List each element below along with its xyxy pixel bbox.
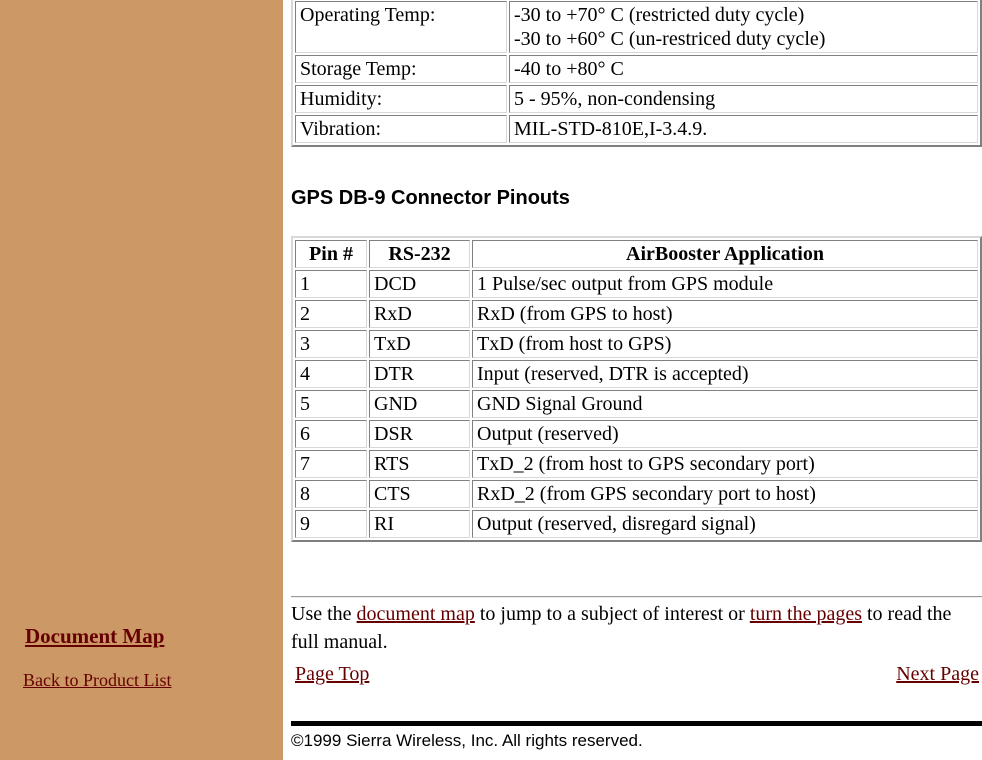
rs232-signal-cell: DSR <box>369 420 470 448</box>
nav-text-middle: to jump to a subject of interest or <box>474 603 750 625</box>
column-header-pin: Pin # <box>295 240 367 268</box>
back-to-product-list-link[interactable]: Back to Product List <box>23 670 172 690</box>
pin-number-cell: 5 <box>295 390 367 418</box>
pinout-table <box>291 236 982 542</box>
spec-label: Operating Temp: <box>295 1 507 53</box>
spec-label: Humidity: <box>295 85 507 113</box>
spec-value <box>509 115 978 143</box>
application-cell: GND Signal Ground <box>472 390 978 418</box>
application-cell: 1 Pulse/sec output from GPS module <box>472 270 978 298</box>
page-top-link[interactable]: Page Top <box>295 663 370 685</box>
navigation-instructions <box>291 600 976 656</box>
footer-divider <box>291 721 982 726</box>
rs232-signal-cell: GND <box>369 390 470 418</box>
spec-value <box>509 1 978 53</box>
pin-number-cell: 4 <box>295 360 367 388</box>
spec-value-line: MIL-STD-810E,I-3.4.9. <box>514 118 708 140</box>
divider <box>291 596 982 598</box>
spec-value <box>509 55 978 83</box>
pin-number-cell: 3 <box>295 330 367 358</box>
spec-label: Storage Temp: <box>295 55 507 83</box>
rs232-signal-cell: RI <box>369 510 470 538</box>
application-cell: RxD_2 (from GPS secondary port to host) <box>472 480 978 508</box>
spec-label: Vibration: <box>295 115 507 143</box>
table-header-row <box>295 240 978 268</box>
spec-value-line: -30 to +70° C (restricted duty cycle) <box>514 4 805 26</box>
page-navigation <box>295 663 979 686</box>
turn-the-pages-link[interactable]: turn the pages <box>749 603 862 625</box>
table-row <box>295 510 978 538</box>
document-map-inline-link[interactable]: document map <box>356 603 475 625</box>
pin-number-cell: 1 <box>295 270 367 298</box>
table-row <box>295 360 978 388</box>
table-row <box>295 1 978 53</box>
spec-value <box>509 85 978 113</box>
table-row <box>295 300 978 328</box>
table-row <box>295 450 978 478</box>
table-row <box>295 390 978 418</box>
rs232-signal-cell: DTR <box>369 360 470 388</box>
application-cell: Output (reserved, disregard signal) <box>472 510 978 538</box>
table-row <box>295 420 978 448</box>
table-row <box>295 480 978 508</box>
table-row <box>295 270 978 298</box>
rs232-signal-cell: RTS <box>369 450 470 478</box>
rs232-signal-cell: DCD <box>369 270 470 298</box>
table-row <box>295 85 978 113</box>
copyright-notice: ©1999 Sierra Wireless, Inc. All rights reserved. <box>291 731 643 750</box>
pin-number-cell: 2 <box>295 300 367 328</box>
application-cell: Input (reserved, DTR is accepted) <box>472 360 978 388</box>
environmental-specs-table <box>291 0 982 147</box>
table-row <box>295 55 978 83</box>
application-cell: RxD (from GPS to host) <box>472 300 978 328</box>
table-row <box>295 115 978 143</box>
next-page-link[interactable]: Next Page <box>896 663 979 685</box>
spec-value-line: 5 - 95%, non-condensing <box>514 88 716 110</box>
sidebar <box>0 0 283 760</box>
document-map-link[interactable]: Document Map <box>25 624 165 648</box>
pin-number-cell: 8 <box>295 480 367 508</box>
nav-text-before: Use the <box>291 603 357 625</box>
rs232-signal-cell: CTS <box>369 480 470 508</box>
application-cell: Output (reserved) <box>472 420 978 448</box>
application-cell: TxD (from host to GPS) <box>472 330 978 358</box>
nav-text-after: to read the full manual. <box>291 603 952 653</box>
rs232-signal-cell: TxD <box>369 330 470 358</box>
column-header-rs232: RS-232 <box>369 240 470 268</box>
table-row <box>295 330 978 358</box>
pinout-heading: GPS DB-9 Connector Pinouts <box>291 187 570 209</box>
pin-number-cell: 9 <box>295 510 367 538</box>
pin-number-cell: 7 <box>295 450 367 478</box>
spec-value-line: -40 to +80° C <box>514 58 624 80</box>
rs232-signal-cell: RxD <box>369 300 470 328</box>
spec-value-line: -30 to +60° C (un-restriced duty cycle) <box>514 28 826 50</box>
column-header-application: AirBooster Application <box>472 240 978 268</box>
pin-number-cell: 6 <box>295 420 367 448</box>
application-cell: TxD_2 (from host to GPS secondary port) <box>472 450 978 478</box>
